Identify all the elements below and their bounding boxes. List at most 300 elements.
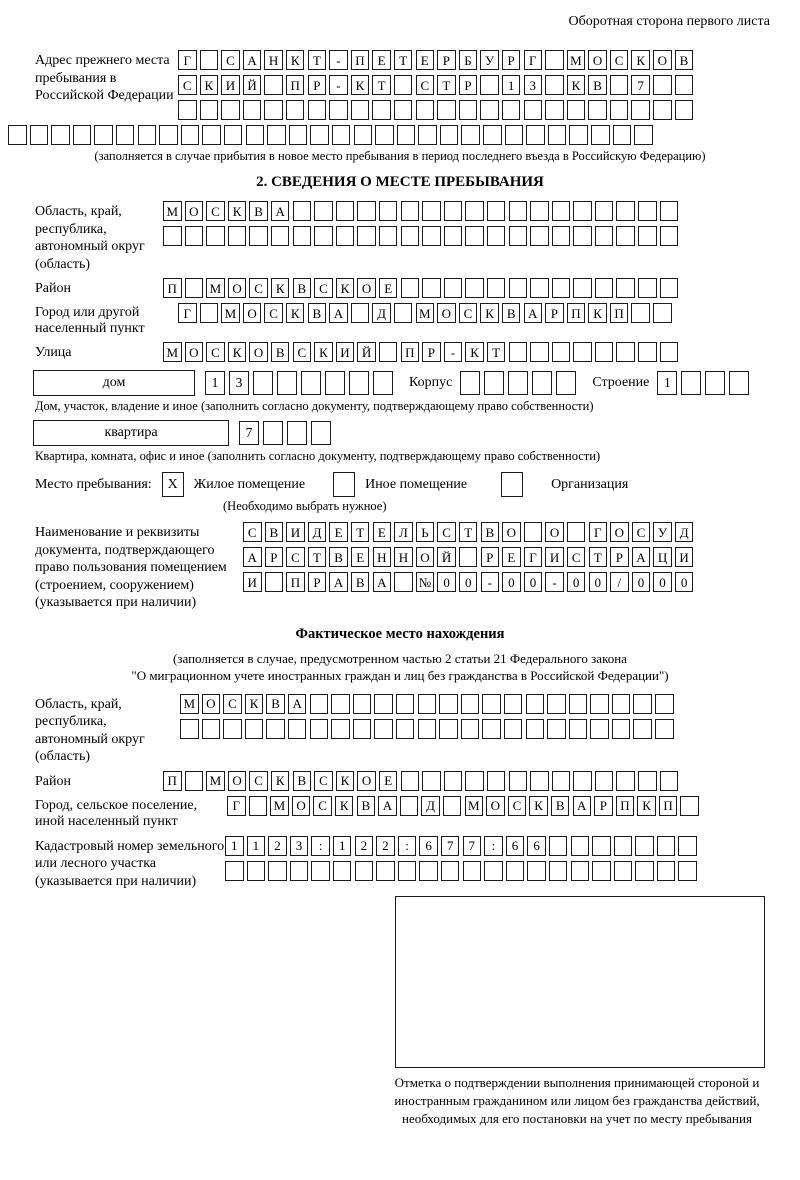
char-cell[interactable] — [314, 201, 333, 221]
char-cell[interactable] — [116, 125, 135, 145]
char-cell[interactable] — [614, 836, 633, 856]
char-cell[interactable] — [573, 771, 592, 791]
char-cell[interactable] — [506, 861, 525, 881]
char-cell[interactable]: Е — [379, 278, 398, 298]
char-cell[interactable] — [185, 226, 204, 246]
char-cell[interactable]: 3 — [524, 75, 543, 95]
char-cell[interactable]: Р — [545, 303, 564, 323]
char-cell[interactable]: 0 — [437, 572, 456, 592]
char-cell[interactable] — [530, 342, 549, 362]
char-cell[interactable]: В — [551, 796, 570, 816]
char-cell[interactable]: П — [401, 342, 420, 362]
char-cell[interactable]: К — [480, 303, 499, 323]
char-cell[interactable]: Т — [437, 75, 456, 95]
char-cell[interactable] — [333, 861, 352, 881]
char-cell[interactable] — [202, 719, 221, 739]
char-cell[interactable] — [159, 125, 178, 145]
char-cell[interactable]: Л — [394, 522, 413, 542]
char-cell[interactable]: У — [653, 522, 672, 542]
char-cell[interactable] — [573, 278, 592, 298]
char-cell[interactable] — [526, 694, 545, 714]
char-cell[interactable] — [595, 771, 614, 791]
char-cell[interactable] — [567, 100, 586, 120]
char-cell[interactable]: - — [444, 342, 463, 362]
char-cell[interactable]: : — [484, 836, 503, 856]
char-cell[interactable]: С — [286, 547, 305, 567]
char-cell[interactable]: Е — [329, 522, 348, 542]
char-cell[interactable] — [552, 278, 571, 298]
char-cell[interactable]: М — [567, 50, 586, 70]
char-cell[interactable] — [418, 719, 437, 739]
char-cell[interactable]: 0 — [502, 572, 521, 592]
char-cell[interactable]: А — [271, 201, 290, 221]
char-cell[interactable]: Е — [502, 547, 521, 567]
char-cell[interactable] — [509, 278, 528, 298]
char-cell[interactable]: П — [351, 50, 370, 70]
char-cell[interactable]: П — [163, 278, 182, 298]
char-cell[interactable] — [314, 226, 333, 246]
char-cell[interactable] — [590, 694, 609, 714]
apartment-type-box[interactable]: квартира — [33, 420, 229, 446]
checkbox-zhiloe[interactable]: X — [162, 472, 184, 497]
char-cell[interactable] — [439, 694, 458, 714]
char-cell[interactable]: М — [206, 278, 225, 298]
char-cell[interactable]: С — [206, 201, 225, 221]
char-cell[interactable]: И — [286, 522, 305, 542]
char-cell[interactable] — [616, 201, 635, 221]
char-cell[interactable]: 1 — [333, 836, 352, 856]
char-cell[interactable] — [401, 771, 420, 791]
char-cell[interactable] — [422, 771, 441, 791]
char-cell[interactable] — [444, 226, 463, 246]
char-cell[interactable] — [573, 342, 592, 362]
char-cell[interactable] — [265, 572, 284, 592]
char-cell[interactable] — [612, 719, 631, 739]
char-cell[interactable] — [610, 100, 629, 120]
char-cell[interactable] — [249, 796, 268, 816]
char-cell[interactable] — [595, 342, 614, 362]
char-cell[interactable] — [552, 342, 571, 362]
char-cell[interactable] — [465, 278, 484, 298]
char-cell[interactable]: П — [567, 303, 586, 323]
char-cell[interactable] — [571, 836, 590, 856]
char-cell[interactable] — [225, 861, 244, 881]
char-cell[interactable] — [678, 861, 697, 881]
char-cell[interactable] — [178, 100, 197, 120]
char-cell[interactable] — [547, 694, 566, 714]
char-cell[interactable] — [487, 226, 506, 246]
char-cell[interactable] — [289, 125, 308, 145]
char-cell[interactable] — [549, 836, 568, 856]
char-cell[interactable] — [502, 100, 521, 120]
char-cell[interactable]: К — [228, 342, 247, 362]
char-cell[interactable]: С — [508, 796, 527, 816]
char-cell[interactable] — [372, 100, 391, 120]
char-cell[interactable] — [588, 100, 607, 120]
char-cell[interactable]: В — [265, 522, 284, 542]
char-cell[interactable]: - — [329, 50, 348, 70]
char-cell[interactable]: О — [228, 771, 247, 791]
char-cell[interactable]: А — [329, 572, 348, 592]
char-cell[interactable] — [573, 226, 592, 246]
char-cell[interactable]: С — [314, 278, 333, 298]
char-cell[interactable] — [310, 694, 329, 714]
char-cell[interactable] — [336, 226, 355, 246]
char-cell[interactable]: Н — [373, 547, 392, 567]
char-cell[interactable] — [655, 694, 674, 714]
char-cell[interactable]: В — [308, 303, 327, 323]
char-cell[interactable] — [524, 522, 543, 542]
char-cell[interactable]: Р — [437, 50, 456, 70]
house-type-box[interactable]: дом — [33, 370, 195, 396]
char-cell[interactable] — [400, 796, 419, 816]
char-cell[interactable] — [94, 125, 113, 145]
char-cell[interactable] — [530, 201, 549, 221]
char-cell[interactable] — [660, 226, 679, 246]
char-cell[interactable]: В — [481, 522, 500, 542]
char-cell[interactable] — [332, 125, 351, 145]
char-cell[interactable]: 6 — [506, 836, 525, 856]
char-cell[interactable]: Н — [394, 547, 413, 567]
char-cell[interactable]: Е — [379, 771, 398, 791]
char-cell[interactable]: В — [502, 303, 521, 323]
char-cell[interactable] — [548, 125, 567, 145]
char-cell[interactable]: Р — [502, 50, 521, 70]
char-cell[interactable] — [293, 226, 312, 246]
char-cell[interactable]: К — [336, 771, 355, 791]
char-cell[interactable]: Й — [357, 342, 376, 362]
char-cell[interactable]: Р — [308, 75, 327, 95]
char-cell[interactable]: О — [653, 50, 672, 70]
char-cell[interactable] — [311, 421, 331, 445]
char-cell[interactable]: И — [243, 572, 262, 592]
char-cell[interactable]: С — [293, 342, 312, 362]
char-cell[interactable]: О — [416, 547, 435, 567]
char-cell[interactable]: - — [329, 75, 348, 95]
char-cell[interactable]: В — [351, 572, 370, 592]
char-cell[interactable] — [526, 125, 545, 145]
char-cell[interactable] — [653, 100, 672, 120]
char-cell[interactable] — [200, 50, 219, 70]
char-cell[interactable] — [460, 371, 480, 395]
char-cell[interactable] — [379, 342, 398, 362]
char-cell[interactable]: Г — [524, 50, 543, 70]
char-cell[interactable] — [657, 861, 676, 881]
char-cell[interactable] — [397, 125, 416, 145]
char-cell[interactable]: П — [163, 771, 182, 791]
char-cell[interactable] — [660, 771, 679, 791]
char-cell[interactable] — [311, 861, 330, 881]
char-cell[interactable] — [444, 278, 463, 298]
char-cell[interactable]: В — [675, 50, 694, 70]
char-cell[interactable] — [221, 100, 240, 120]
char-cell[interactable]: С — [206, 342, 225, 362]
char-cell[interactable]: М — [270, 796, 289, 816]
char-cell[interactable] — [545, 100, 564, 120]
char-cell[interactable] — [505, 125, 524, 145]
char-cell[interactable]: О — [249, 342, 268, 362]
char-cell[interactable] — [422, 226, 441, 246]
char-cell[interactable] — [552, 771, 571, 791]
char-cell[interactable]: Г — [227, 796, 246, 816]
char-cell[interactable] — [567, 522, 586, 542]
char-cell[interactable] — [616, 226, 635, 246]
char-cell[interactable]: С — [314, 771, 333, 791]
char-cell[interactable] — [705, 371, 725, 395]
char-cell[interactable] — [616, 342, 635, 362]
char-cell[interactable]: Т — [308, 547, 327, 567]
char-cell[interactable]: О — [545, 522, 564, 542]
char-cell[interactable] — [30, 125, 49, 145]
char-cell[interactable] — [138, 125, 157, 145]
char-cell[interactable]: 1 — [205, 371, 225, 395]
char-cell[interactable]: 0 — [653, 572, 672, 592]
char-cell[interactable] — [635, 836, 654, 856]
char-cell[interactable]: Т — [459, 522, 478, 542]
char-cell[interactable] — [200, 100, 219, 120]
char-cell[interactable]: С — [437, 522, 456, 542]
char-cell[interactable]: 3 — [229, 371, 249, 395]
char-cell[interactable]: И — [675, 547, 694, 567]
char-cell[interactable] — [379, 201, 398, 221]
char-cell[interactable]: - — [481, 572, 500, 592]
char-cell[interactable]: А — [243, 547, 262, 567]
char-cell[interactable]: С — [249, 278, 268, 298]
char-cell[interactable]: О — [502, 522, 521, 542]
char-cell[interactable]: С — [632, 522, 651, 542]
char-cell[interactable] — [202, 125, 221, 145]
char-cell[interactable]: О — [185, 201, 204, 221]
char-cell[interactable]: М — [416, 303, 435, 323]
char-cell[interactable]: А — [373, 572, 392, 592]
char-cell[interactable] — [336, 201, 355, 221]
char-cell[interactable]: Н — [264, 50, 283, 70]
char-cell[interactable]: 1 — [225, 836, 244, 856]
char-cell[interactable] — [73, 125, 92, 145]
char-cell[interactable] — [508, 371, 528, 395]
char-cell[interactable] — [357, 226, 376, 246]
char-cell[interactable]: В — [293, 278, 312, 298]
char-cell[interactable]: К — [271, 771, 290, 791]
char-cell[interactable] — [631, 303, 650, 323]
char-cell[interactable] — [610, 75, 629, 95]
char-cell[interactable]: К — [286, 50, 305, 70]
char-cell[interactable]: С — [243, 522, 262, 542]
char-cell[interactable] — [552, 226, 571, 246]
char-cell[interactable]: О — [588, 50, 607, 70]
char-cell[interactable] — [678, 836, 697, 856]
char-cell[interactable]: 0 — [675, 572, 694, 592]
char-cell[interactable]: В — [271, 342, 290, 362]
char-cell[interactable] — [308, 100, 327, 120]
char-cell[interactable] — [633, 694, 652, 714]
char-cell[interactable] — [549, 861, 568, 881]
char-cell[interactable] — [401, 226, 420, 246]
char-cell[interactable]: 7 — [239, 421, 259, 445]
char-cell[interactable]: О — [185, 342, 204, 362]
char-cell[interactable] — [349, 371, 369, 395]
char-cell[interactable] — [51, 125, 70, 145]
char-cell[interactable] — [638, 342, 657, 362]
char-cell[interactable]: Р — [481, 547, 500, 567]
char-cell[interactable]: С — [223, 694, 242, 714]
char-cell[interactable] — [271, 226, 290, 246]
char-cell[interactable]: / — [610, 572, 629, 592]
char-cell[interactable] — [185, 278, 204, 298]
char-cell[interactable]: У — [480, 50, 499, 70]
char-cell[interactable] — [293, 201, 312, 221]
char-cell[interactable] — [264, 75, 283, 95]
char-cell[interactable] — [595, 201, 614, 221]
char-cell[interactable]: Е — [416, 50, 435, 70]
char-cell[interactable] — [552, 201, 571, 221]
char-cell[interactable] — [484, 371, 504, 395]
char-cell[interactable] — [401, 201, 420, 221]
char-cell[interactable]: 2 — [376, 836, 395, 856]
char-cell[interactable]: С — [249, 771, 268, 791]
char-cell[interactable]: В — [357, 796, 376, 816]
char-cell[interactable] — [396, 694, 415, 714]
char-cell[interactable]: Д — [675, 522, 694, 542]
char-cell[interactable]: М — [221, 303, 240, 323]
char-cell[interactable] — [590, 719, 609, 739]
char-cell[interactable]: О — [357, 771, 376, 791]
char-cell[interactable]: Т — [589, 547, 608, 567]
char-cell[interactable] — [613, 125, 632, 145]
char-cell[interactable] — [373, 371, 393, 395]
char-cell[interactable] — [310, 719, 329, 739]
char-cell[interactable]: П — [286, 572, 305, 592]
char-cell[interactable] — [635, 861, 654, 881]
char-cell[interactable] — [354, 125, 373, 145]
char-cell[interactable]: М — [163, 342, 182, 362]
char-cell[interactable]: А — [243, 50, 262, 70]
char-cell[interactable] — [267, 125, 286, 145]
char-cell[interactable]: М — [206, 771, 225, 791]
char-cell[interactable] — [545, 50, 564, 70]
char-cell[interactable] — [353, 694, 372, 714]
char-cell[interactable]: Б — [459, 50, 478, 70]
char-cell[interactable] — [416, 100, 435, 120]
char-cell[interactable] — [224, 125, 243, 145]
char-cell[interactable]: 7 — [441, 836, 460, 856]
char-cell[interactable] — [482, 719, 501, 739]
char-cell[interactable]: П — [659, 796, 678, 816]
char-cell[interactable]: № — [416, 572, 435, 592]
char-cell[interactable] — [504, 719, 523, 739]
char-cell[interactable] — [301, 371, 321, 395]
char-cell[interactable]: А — [378, 796, 397, 816]
char-cell[interactable]: Т — [308, 50, 327, 70]
char-cell[interactable] — [353, 719, 372, 739]
char-cell[interactable]: К — [529, 796, 548, 816]
char-cell[interactable] — [509, 342, 528, 362]
char-cell[interactable]: К — [245, 694, 264, 714]
char-cell[interactable] — [376, 861, 395, 881]
char-cell[interactable] — [638, 201, 657, 221]
char-cell[interactable]: Ь — [416, 522, 435, 542]
char-cell[interactable]: В — [293, 771, 312, 791]
char-cell[interactable]: К — [465, 342, 484, 362]
char-cell[interactable]: А — [573, 796, 592, 816]
char-cell[interactable]: И — [545, 547, 564, 567]
char-cell[interactable]: С — [459, 303, 478, 323]
char-cell[interactable] — [595, 226, 614, 246]
char-cell[interactable] — [396, 719, 415, 739]
char-cell[interactable] — [268, 861, 287, 881]
char-cell[interactable]: Й — [437, 547, 456, 567]
char-cell[interactable] — [180, 719, 199, 739]
char-cell[interactable]: О — [486, 796, 505, 816]
char-cell[interactable]: К — [200, 75, 219, 95]
char-cell[interactable] — [441, 861, 460, 881]
char-cell[interactable]: К — [351, 75, 370, 95]
char-cell[interactable] — [249, 226, 268, 246]
char-cell[interactable] — [329, 100, 348, 120]
char-cell[interactable] — [660, 201, 679, 221]
char-cell[interactable]: К — [271, 278, 290, 298]
char-cell[interactable]: С — [178, 75, 197, 95]
char-cell[interactable]: 6 — [527, 836, 546, 856]
char-cell[interactable]: Т — [351, 522, 370, 542]
char-cell[interactable] — [200, 303, 219, 323]
char-cell[interactable] — [634, 125, 653, 145]
char-cell[interactable] — [547, 719, 566, 739]
char-cell[interactable] — [482, 694, 501, 714]
char-cell[interactable]: К — [286, 303, 305, 323]
char-cell[interactable] — [374, 694, 393, 714]
char-cell[interactable] — [465, 771, 484, 791]
char-cell[interactable] — [351, 303, 370, 323]
char-cell[interactable] — [331, 719, 350, 739]
char-cell[interactable] — [675, 75, 694, 95]
char-cell[interactable] — [437, 100, 456, 120]
char-cell[interactable] — [524, 100, 543, 120]
char-cell[interactable] — [394, 100, 413, 120]
char-cell[interactable]: Е — [372, 50, 391, 70]
char-cell[interactable] — [253, 371, 273, 395]
char-cell[interactable] — [530, 226, 549, 246]
char-cell[interactable] — [545, 75, 564, 95]
char-cell[interactable]: 0 — [459, 572, 478, 592]
char-cell[interactable]: 3 — [290, 836, 309, 856]
char-cell[interactable]: 1 — [247, 836, 266, 856]
char-cell[interactable] — [331, 694, 350, 714]
char-cell[interactable]: 2 — [355, 836, 374, 856]
char-cell[interactable] — [680, 796, 699, 816]
char-cell[interactable] — [443, 796, 462, 816]
char-cell[interactable] — [288, 719, 307, 739]
char-cell[interactable] — [569, 125, 588, 145]
char-cell[interactable] — [655, 719, 674, 739]
char-cell[interactable] — [246, 125, 265, 145]
char-cell[interactable]: К — [336, 278, 355, 298]
char-cell[interactable] — [480, 100, 499, 120]
char-cell[interactable]: С — [567, 547, 586, 567]
char-cell[interactable]: Й — [243, 75, 262, 95]
char-cell[interactable]: : — [398, 836, 417, 856]
char-cell[interactable] — [394, 75, 413, 95]
char-cell[interactable]: П — [286, 75, 305, 95]
char-cell[interactable] — [325, 371, 345, 395]
char-cell[interactable]: И — [221, 75, 240, 95]
char-cell[interactable] — [631, 100, 650, 120]
char-cell[interactable]: О — [610, 522, 629, 542]
char-cell[interactable]: А — [632, 547, 651, 567]
char-cell[interactable]: Г — [524, 547, 543, 567]
char-cell[interactable] — [401, 278, 420, 298]
char-cell[interactable] — [681, 371, 701, 395]
